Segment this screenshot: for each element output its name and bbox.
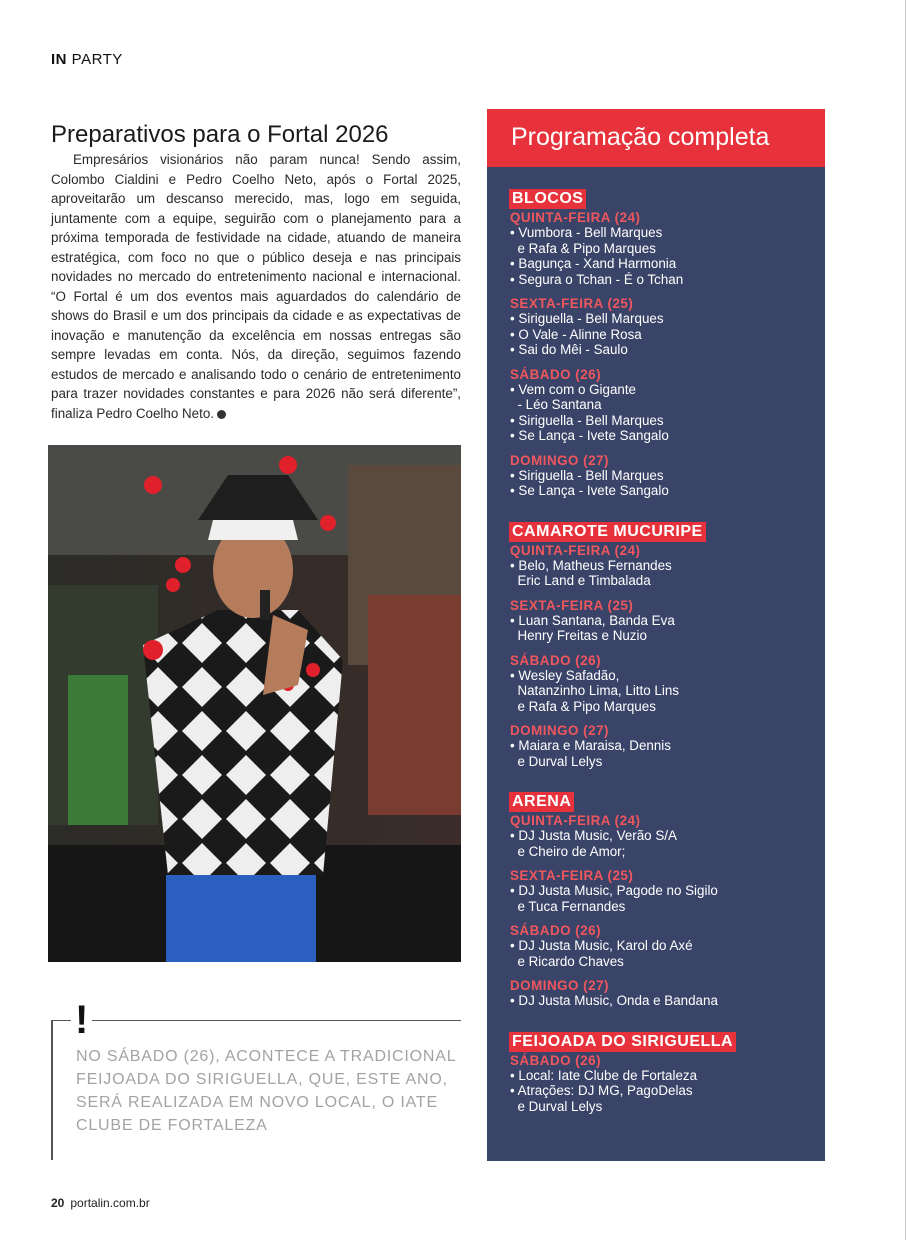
day-label: DOMINGO (27) [510, 723, 609, 738]
schedule-category [509, 1032, 819, 1115]
schedule-entry: • DJ Justa Music, Karol do Axé [510, 938, 693, 953]
sidebar-title: Programação completa [511, 123, 770, 151]
day-label: SÁBADO (26) [510, 1052, 602, 1068]
schedule-day [509, 723, 819, 769]
schedule-day [509, 923, 819, 969]
footer-site: portalin.com.br [70, 1196, 150, 1210]
schedule-day [509, 598, 819, 644]
day-label: DOMINGO (27) [510, 978, 609, 993]
schedule-entry: • DJ Justa Music, Onda e Bandana [510, 993, 718, 1008]
day-label: QUINTA-FEIRA (24) [510, 210, 641, 225]
page-number: 20 [51, 1196, 65, 1210]
schedule-day [509, 543, 819, 589]
section-tag [51, 51, 123, 68]
schedule-category [509, 522, 819, 770]
schedule-entry: e Tuca Fernandes [510, 898, 626, 914]
schedule-day [509, 868, 819, 914]
category-heading: FEIJOADA DO SIRIGUELLA [509, 1032, 736, 1052]
schedule-entry: • Vem com o Gigante [510, 381, 637, 397]
day-label: SEXTA-FEIRA (25) [510, 296, 634, 311]
section-tag-bold: IN [51, 51, 67, 68]
schedule-entry: • DJ Justa Music, Pagode no Sigilo [510, 883, 718, 898]
schedule-entry: e Rafa & Pipo Marques [510, 240, 656, 256]
day-label: SÁBADO (26) [510, 366, 602, 382]
schedule-entry: Natanzinho Lima, Litto Lins [510, 683, 679, 698]
schedule-entry: - Léo Santana [510, 397, 602, 412]
pullquote-text: NO SÁBADO (26), ACONTECE A TRADICIONAL FEIJOADA DO SIRIGUELLA, QUE, ESTE ANO, SERÁ REALIZADA EM NOVO LOCAL, O IATE CLUBE DE FORTALEZA [76, 1048, 456, 1134]
exclamation-icon: ! [71, 998, 92, 1042]
performer-photo [48, 445, 461, 962]
schedule-entry: • Vumbora - Bell Marques [510, 225, 663, 240]
schedule-entry: • Siriguella - Bell Marques [510, 311, 664, 326]
schedule-entry: • Belo, Matheus Fernandes [510, 557, 672, 573]
schedule-entry: • Maiara e Maraisa, Dennis [510, 738, 671, 753]
article-body [51, 150, 461, 423]
schedule-entry: • Bagunça - Xand Harmonia [510, 256, 677, 271]
schedule-entry: • Se Lança - Ivete Sangalo [510, 483, 669, 498]
schedule-day [509, 210, 819, 287]
schedule-entry: Henry Freitas e Nuzio [510, 628, 647, 643]
pullquote [51, 998, 461, 1160]
day-label: SÁBADO (26) [510, 923, 602, 938]
schedule-entry: • Se Lança - Ivete Sangalo [510, 428, 669, 443]
schedule-list [509, 189, 819, 1137]
day-label: SEXTA-FEIRA (25) [510, 597, 634, 613]
schedule-day [509, 296, 819, 358]
schedule-category [509, 189, 819, 499]
category-heading: BLOCOS [509, 189, 586, 209]
schedule-entry: • O Vale - Alinne Rosa [510, 326, 642, 342]
schedule-sidebar [487, 109, 825, 1161]
category-heading: ARENA [509, 792, 574, 812]
performer-photo-illustration [48, 445, 461, 962]
schedule-day [509, 653, 819, 715]
schedule-entry: • Segura o Tchan - É o Tchan [510, 271, 684, 287]
schedule-entry: e Ricardo Chaves [510, 953, 624, 969]
schedule-entry: e Durval Lelys [510, 753, 603, 769]
pullquote-left-rule [51, 1020, 53, 1160]
schedule-entry: e Cheiro de Amor; [510, 843, 626, 859]
schedule-entry: • DJ Justa Music, Verão S/A [510, 828, 677, 843]
day-label: QUINTA-FEIRA (24) [510, 813, 641, 828]
schedule-entry: • Siriguella - Bell Marques [510, 467, 664, 483]
end-mark-icon [217, 410, 226, 419]
schedule-day [509, 813, 819, 859]
schedule-entry: • Wesley Safadão, [510, 667, 620, 683]
article-body-text: Empresários visionários não param nunca! Sendo assim, Colombo Cialdini e Pedro Coelho Neto, após o Fortal 2025, aproveitarão um descanso merecido, mas, logo em seguida, juntamente com a equipe, seguirão com o planejamento para a próxima temporada de festividade na cidade, atuando de maneira estratégica, com foco no que o público deseja e nas principais novidades no mercado do entretenimento nacional e internacional. “O Fortal é um dos eventos mais aguardados do calendário de shows do Brasil e um dos principais da cidade e as expectativas de inovação e manutenção da excelência em nossas entregas são sempre levadas em conta. Nós, da direção, seguimos fazendo estudos de mercado e analisando todo o cenário de entretenimento para trazer novidades constantes e para 2026 não será diferente”, finaliza Pedro Coelho Neto. [51, 152, 461, 421]
schedule-day [509, 1053, 819, 1115]
schedule-entry: Eric Land e Timbalada [510, 573, 651, 588]
schedule-entry: • Atrações: DJ MG, PagoDelas [510, 1083, 693, 1098]
pullquote-top-rule [51, 1020, 461, 1021]
day-label: QUINTA-FEIRA (24) [510, 542, 641, 558]
article-title: Preparativos para o Fortal 2026 [51, 121, 389, 148]
day-label: SÁBADO (26) [510, 652, 602, 668]
schedule-day [509, 978, 819, 1009]
schedule-entry: e Rafa & Pipo Marques [510, 698, 656, 714]
schedule-entry: • Sai do Mêi - Saulo [510, 342, 628, 357]
schedule-category [509, 792, 819, 1009]
day-label: SEXTA-FEIRA (25) [510, 868, 634, 883]
sidebar-header [487, 109, 825, 167]
schedule-entry: • Luan Santana, Banda Eva [510, 612, 675, 628]
schedule-entry: • Siriguella - Bell Marques [510, 412, 664, 428]
schedule-entry: • Local: Iate Clube de Fortaleza [510, 1067, 698, 1083]
page-footer [51, 1196, 150, 1210]
day-label: DOMINGO (27) [510, 452, 609, 468]
schedule-entry: e Durval Lelys [510, 1098, 603, 1114]
schedule-day [509, 367, 819, 444]
schedule-day [509, 453, 819, 499]
section-tag-label: PARTY [71, 51, 123, 68]
category-heading: CAMAROTE MUCURIPE [509, 522, 706, 542]
